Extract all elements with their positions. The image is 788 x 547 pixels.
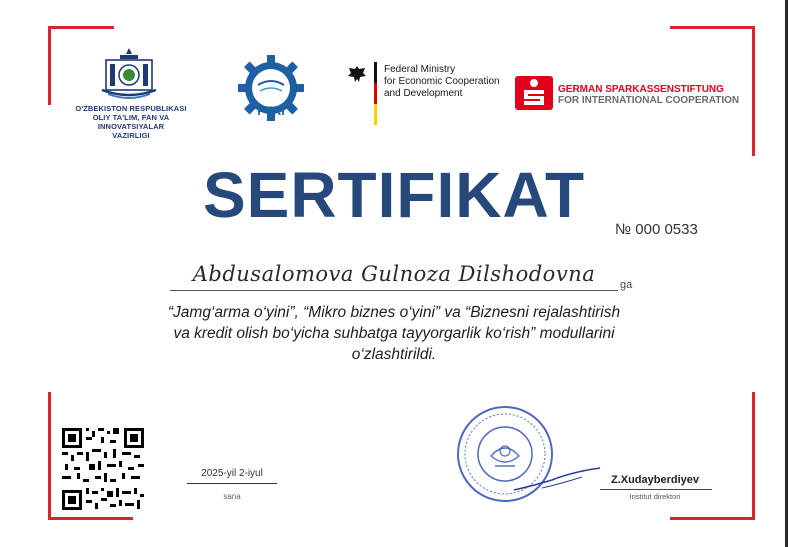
corner-top-right-v	[752, 26, 755, 156]
ministry-emblem-icon	[98, 46, 160, 102]
corner-top-left-v	[48, 26, 51, 105]
federal-line-3: and Development	[384, 88, 463, 99]
sparkasse-line-1: GERMAN SPARKASSENSTIFTUNG	[558, 84, 724, 95]
corner-bottom-right-v	[752, 392, 755, 520]
sparkasse-s-icon	[515, 76, 553, 110]
signer-underline	[600, 489, 712, 490]
ministry-line-2: OLIY TA'LIM, FAN VA INNOVATSIYALAR	[92, 113, 170, 131]
federal-ministry-text	[384, 64, 500, 100]
certificate-number: № 000 0533	[615, 221, 698, 238]
corner-top-right-h	[670, 26, 755, 29]
certificate-body	[90, 302, 698, 365]
ministry-line-3: VAZIRLIGI	[112, 131, 150, 140]
federal-line-2: for Economic Cooperation	[384, 76, 500, 87]
signer-role: Institut direktori	[629, 492, 681, 501]
ministry-line-1: O'ZBEKISTON RESPUBLIKASI	[75, 104, 187, 113]
corner-bottom-left-h	[48, 517, 133, 520]
recipient-underline	[170, 290, 618, 291]
issue-date: 2025-yil 2-iyul	[201, 468, 263, 479]
body-line-2: va kredit olish bo‘yicha suhbatga tayyorgarlik ko‘rish” modullarini	[173, 325, 615, 342]
date-underline	[187, 483, 277, 484]
flag-stripe-black	[374, 62, 377, 83]
flag-stripe-red	[374, 83, 377, 104]
recipient-suffix: ga	[620, 279, 633, 291]
corner-bottom-right-h	[670, 517, 755, 520]
german-eagle-icon	[346, 64, 368, 84]
date-label: sana	[223, 492, 241, 501]
body-line-3: o‘zlashtirildi.	[351, 346, 437, 363]
sparkasse-text	[558, 84, 739, 106]
sparkasse-line-2: FOR INTERNATIONAL COOPERATION	[558, 95, 740, 106]
corner-top-left-h	[48, 26, 114, 29]
recipient-name: Abdusalomova Gulnoza Dilshodovna	[192, 262, 596, 286]
body-line-1: “Jamg‘arma o‘yini”, “Mikro biznes o‘yini” va “Biznesni rejalashtirish	[167, 304, 621, 321]
ministry-name	[70, 104, 192, 140]
federal-line-1: Federal Ministry	[384, 64, 456, 75]
signer-name: Z.Xudayberdiyev	[610, 474, 700, 486]
qr-code-icon	[62, 428, 144, 510]
ptri-label: PTRI	[257, 104, 285, 118]
certificate-title: SERTIFIKAT	[202, 159, 586, 231]
flag-stripe-gold	[374, 104, 377, 125]
corner-bottom-left-v	[48, 392, 51, 520]
